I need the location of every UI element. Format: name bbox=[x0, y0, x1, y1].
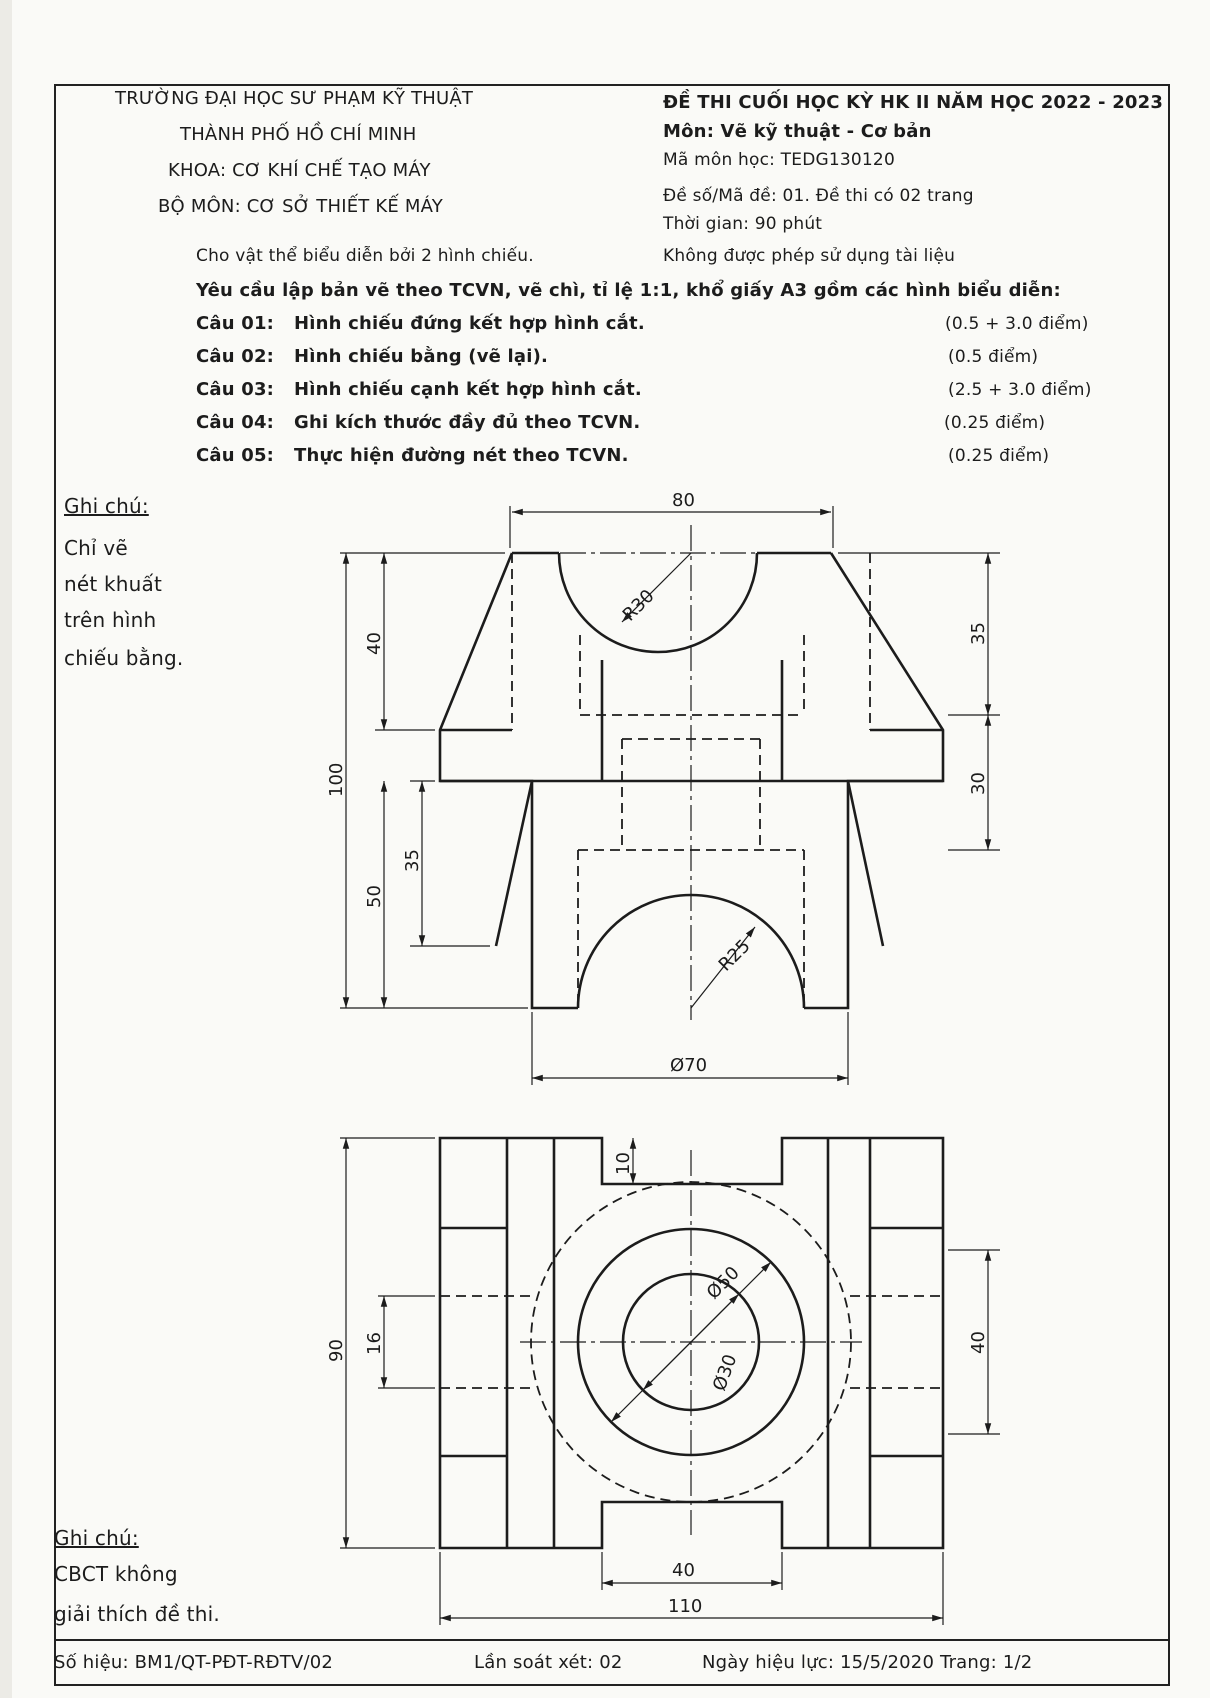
dim-height-40: 40 bbox=[364, 632, 385, 655]
question-points: (0.5 điểm) bbox=[948, 347, 1039, 367]
university-name: TRƯỜNG ĐẠI HỌC SƯ PHẠM KỸ THUẬT bbox=[115, 88, 474, 109]
front-view bbox=[340, 506, 1000, 1085]
question-label: Câu 03: bbox=[196, 379, 275, 400]
department-name: BỘ MÔN: CƠ SỞ THIẾT KẾ MÁY bbox=[158, 196, 443, 217]
note-line: Chỉ vẽ bbox=[64, 536, 128, 560]
note-line: giải thích đề thi. bbox=[54, 1602, 220, 1626]
dim-diameter-30: Ø30 bbox=[708, 1351, 742, 1394]
subject-code: Mã môn học: TEDG130120 bbox=[663, 150, 895, 170]
dim-diameter-50: Ø50 bbox=[702, 1262, 744, 1304]
document-code: Số hiệu: BM1/QT-PĐT-RĐTV/02 bbox=[54, 1652, 334, 1673]
note-line: nét khuất bbox=[64, 572, 163, 596]
front-extension-lines bbox=[340, 506, 1000, 1085]
question-label: Câu 02: bbox=[196, 346, 275, 367]
effective-date: Ngày hiệu lực: 15/5/2020 Trang: 1/2 bbox=[702, 1652, 1033, 1673]
question-points: (0.5 + 3.0 điểm) bbox=[945, 314, 1089, 334]
exam-title: ĐỀ THI CUỐI HỌC KỲ HK II NĂM HỌC 2022 - 2023 bbox=[663, 92, 1164, 113]
dim-height-90: 90 bbox=[326, 1339, 347, 1362]
dim-radius-r30: R30 bbox=[618, 585, 659, 626]
question-text: Hình chiếu đứng kết hợp hình cắt. bbox=[294, 313, 645, 334]
front-dimension-lines bbox=[346, 512, 988, 1078]
question-text: Hình chiếu bằng (vẽ lại). bbox=[294, 346, 549, 367]
note-line: CBCT không bbox=[54, 1562, 178, 1586]
question-label: Câu 01: bbox=[196, 313, 275, 334]
dim-width-110: 110 bbox=[668, 1596, 703, 1617]
faculty-name: KHOA: CƠ KHÍ CHẾ TẠO MÁY bbox=[168, 160, 431, 181]
dim-height-40: 40 bbox=[968, 1331, 989, 1354]
note-line: chiếu bằng. bbox=[64, 646, 184, 670]
dim-diameter-70: Ø70 bbox=[670, 1055, 708, 1076]
dim-height-30: 30 bbox=[968, 772, 989, 795]
exam-time: Thời gian: 90 phút bbox=[663, 214, 823, 234]
dim-height-16: 16 bbox=[364, 1332, 385, 1355]
question-points: (0.25 điểm) bbox=[944, 413, 1046, 433]
top-dimension-lines bbox=[346, 1138, 988, 1618]
subject-name: Môn: Vẽ kỹ thuật - Cơ bản bbox=[663, 121, 932, 142]
top-view bbox=[340, 1138, 1000, 1625]
question-points: (0.25 điểm) bbox=[948, 446, 1050, 466]
question-text: Thực hiện đường nét theo TCVN. bbox=[294, 445, 629, 466]
dim-height-50: 50 bbox=[364, 885, 385, 908]
dim-radius-r25: R25 bbox=[714, 935, 755, 976]
dim-height-35-left: 35 bbox=[402, 849, 423, 872]
dim-width-40: 40 bbox=[672, 1560, 695, 1581]
dim-slot-10: 10 bbox=[613, 1152, 634, 1175]
note-line: trên hình bbox=[64, 608, 157, 632]
dim-width-80: 80 bbox=[672, 490, 695, 511]
note-heading: Ghi chú: bbox=[54, 1526, 139, 1550]
exam-number: Đề số/Mã đề: 01. Đề thi có 02 trang bbox=[663, 186, 974, 206]
dim-height-35-right: 35 bbox=[968, 622, 989, 645]
question-label: Câu 05: bbox=[196, 445, 275, 466]
question-text: Ghi kích thước đầy đủ theo TCVN. bbox=[294, 412, 641, 433]
revision-number: Lần soát xét: 02 bbox=[474, 1652, 623, 1673]
dim-height-100: 100 bbox=[326, 762, 347, 797]
materials-note: Không được phép sử dụng tài liệu bbox=[663, 246, 956, 266]
note-heading: Ghi chú: bbox=[64, 494, 149, 518]
question-points: (2.5 + 3.0 điểm) bbox=[948, 380, 1092, 400]
intro-text: Cho vật thể biểu diễn bởi 2 hình chiếu. bbox=[196, 246, 534, 266]
city-name: THÀNH PHỐ HỒ CHÍ MINH bbox=[180, 124, 417, 145]
footer-divider bbox=[56, 1639, 1168, 1641]
question-text: Hình chiếu cạnh kết hợp hình cắt. bbox=[294, 379, 642, 400]
requirement-text: Yêu cầu lập bản vẽ theo TCVN, vẽ chì, tỉ lệ 1:1, khổ giấy A3 gồm các hình biểu diễn: bbox=[196, 280, 1061, 301]
question-label: Câu 04: bbox=[196, 412, 275, 433]
